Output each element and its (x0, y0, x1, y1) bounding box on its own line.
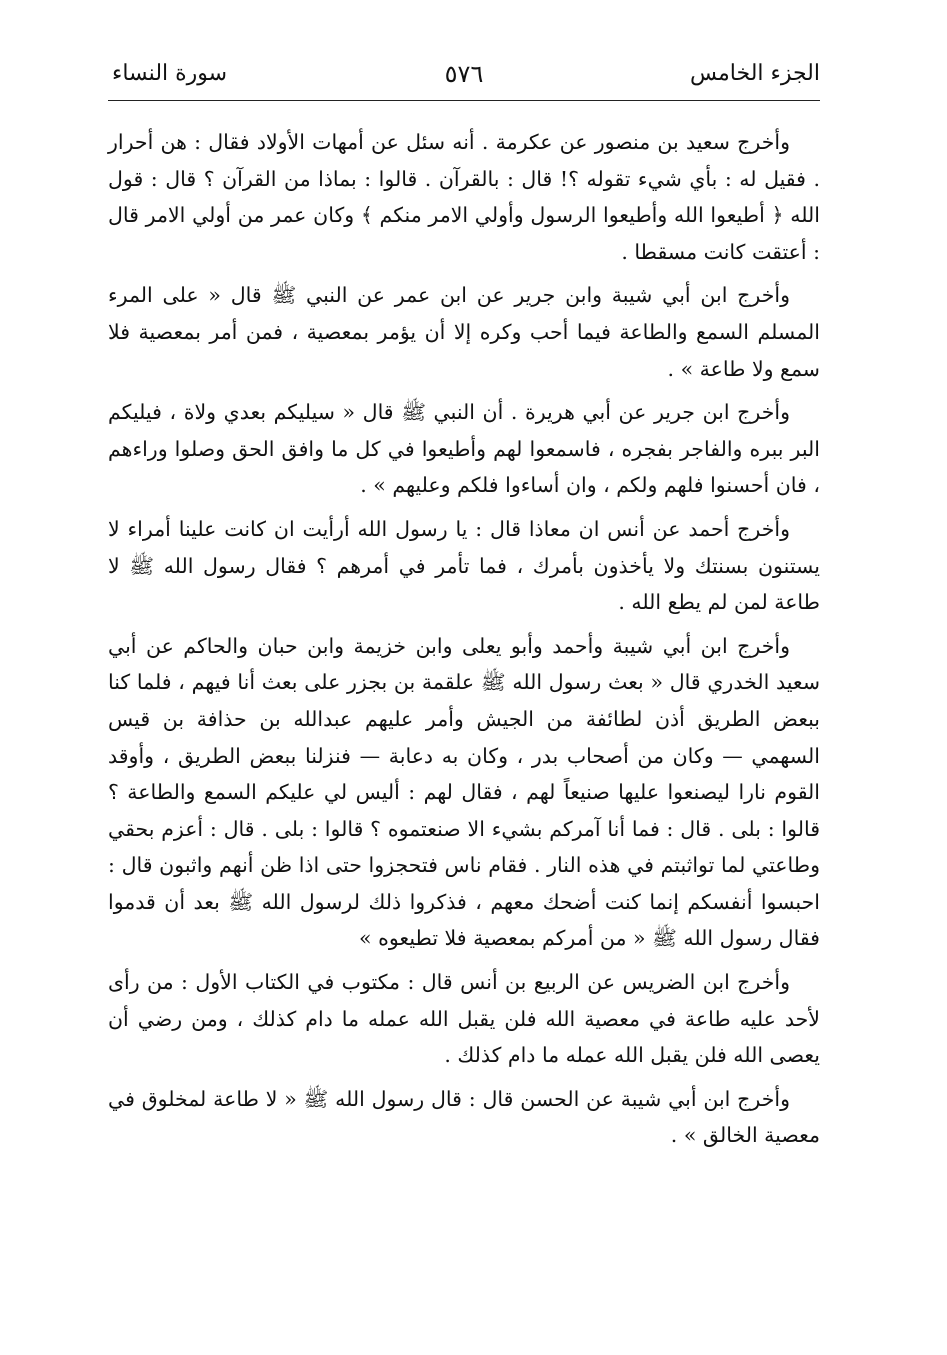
page-body (108, 124, 820, 1154)
running-header (108, 52, 820, 100)
part-label: الجزء الخامس (689, 61, 820, 86)
paragraph-5: وأخرج ابن أبي شيبة وأحمد وأبو يعلى وابن خزيمة وابن حبان والحاكم عن أبي سعيد الخدري قال « بعث رسول الله ﷺ علقمة بن بجزر على بعث أنا فيهم ، فلما كنا ببعض الطريق أذن لطائفة من الجيش وأمر عليهم عبدالله بن حذافة بن قيس السهمي — وكان من أصحاب بدر ، وكان به دعابة — فنزلنا ببعض الطريق ، وأوقد القوم نارا ليصنعوا عليها صنيعاً لهم ، فقال لهم : أليس لي عليكم السمع والطاعة ؟ قالوا : بلى . قال : فما أنا آمركم بشيء الا صنعتموه ؟ قالوا : بلى . قال : أعزم بحقي وطاعتي لما تواثبتم في هذه النار . فقام ناس فتحجزوا حتى اذا ظن أنهم واثبون قال : احبسوا أنفسكم إنما كنت أضحك معهم ، فذكروا ذلك لرسول الله ﷺ بعد أن قدموا فقال رسول الله ﷺ « من أمركم بمعصية فلا تطيعوه » (108, 633, 820, 951)
paragraph-2: وأخرج ابن أبي شيبة وابن جرير عن ابن عمر عن النبي ﷺ قال « على المرء المسلم السمع والطاعة فيما أحب وكره إلا أن يؤمر بمعصية ، فمن أمر بمعصية فلا سمع ولا طاعة » . (108, 283, 820, 381)
header-divider (108, 100, 820, 101)
paragraph-1: وأخرج سعيد بن منصور عن عكرمة . أنه سئل عن أمهات الأولاد فقال : هن أحرار . فقيل له : بأي شيء تقوله ؟! قال : بالقرآن . قالوا : بماذا من القرآن ؟ قال : قول الله ﴿ أطيعوا الله وأطيعوا الرسول وأولي الامر منكم ﴾ وكان عمر من أولي الامر قال : أعتقت كانت مسقطا . (108, 130, 820, 264)
paragraph-7: وأخرج ابن أبي شيبة عن الحسن قال : قال رسول الله ﷺ « لا طاعة لمخلوق في معصية الخالق » . (108, 1086, 820, 1148)
surah-label: سورة النساء (112, 61, 228, 86)
paragraph-3: وأخرج ابن جرير عن أبي هريرة . أن النبي ﷺ قال « سيليكم بعدي ولاة ، فيليكم البر ببره والفاجر بفجره ، فاسمعوا لهم وأطيعوا في كل ما وافق الحق وصلوا وراءهم ، فان أحسنوا فلهم ولكم ، وان أساءوا فلكم وعليهم » . (108, 400, 820, 498)
page-number: ٥٧٦ (444, 60, 484, 88)
paragraph-6: وأخرج ابن الضريس عن الربيع بن أنس قال : مكتوب في الكتاب الأول : من رأى لأحد عليه طاعة في معصية الله فلن يقبل الله عمله ما دام كذلك ، ومن رضي أن يعصى الله فلن يقبل الله عمله ما دام كذلك . (108, 970, 820, 1068)
paragraph-4: وأخرج أحمد عن أنس ان معاذا قال : يا رسول الله أرأيت ان كانت علينا أمراء لا يستنون بسنتك ولا يأخذون بأمرك ، فما تأمر في أمرهم ؟ فقال رسول الله ﷺ لا طاعة لمن لم يطع الله . (108, 516, 820, 615)
